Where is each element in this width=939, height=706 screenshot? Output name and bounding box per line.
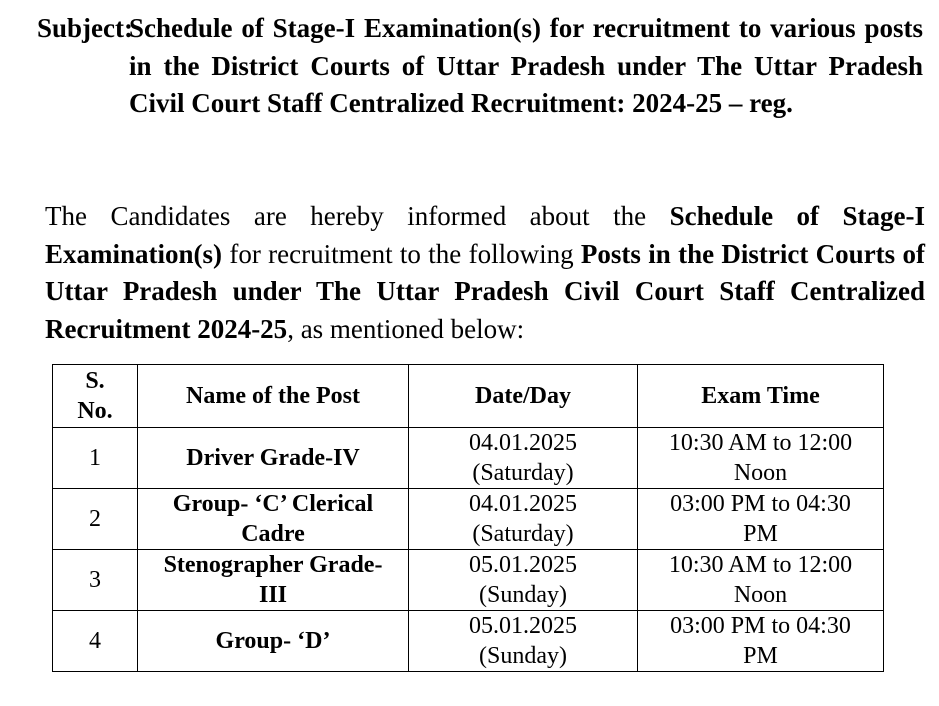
table-header-row <box>53 365 884 428</box>
post-line1: Group- ‘C’ Clerical <box>172 491 374 517</box>
para-text-2: for recruitment to the following <box>222 238 581 269</box>
subject-block <box>37 10 923 123</box>
cell-date <box>409 489 638 550</box>
date-text: 05.01.2025 <box>469 613 577 639</box>
para-bold-1: Schedule of Stage-I Examination(s) <box>45 201 925 269</box>
cell-sno: 1 <box>53 428 138 489</box>
date-text: 04.01.2025 <box>469 430 577 456</box>
post-line1: Driver Grade-IV <box>186 445 360 471</box>
cell-sno: 3 <box>53 550 138 611</box>
para-text-3: , as mentioned below: <box>287 313 525 344</box>
time-line2: PM <box>743 521 778 547</box>
date-text: 04.01.2025 <box>469 491 577 517</box>
time-line1: 03:00 PM to 04:30 <box>670 613 851 639</box>
cell-post <box>138 428 409 489</box>
subject-label: Subject: <box>37 13 133 43</box>
intro-paragraph <box>45 198 925 348</box>
time-line2: Noon <box>733 460 788 486</box>
cell-time <box>638 489 884 550</box>
time-line1: 10:30 AM to 12:00 <box>668 430 853 456</box>
day-text: (Sunday) <box>479 582 567 608</box>
day-text: (Saturday) <box>472 460 574 486</box>
post-line2: III <box>258 582 288 608</box>
cell-post <box>138 611 409 672</box>
date-text: 05.01.2025 <box>469 552 577 578</box>
time-line1: 10:30 AM to 12:00 <box>668 552 853 578</box>
cell-date <box>409 611 638 672</box>
header-sno-line2: No. <box>77 398 113 424</box>
header-sno <box>53 365 138 428</box>
time-line1: 03:00 PM to 04:30 <box>670 491 851 517</box>
cell-time <box>638 550 884 611</box>
cell-time <box>638 611 884 672</box>
cell-post <box>138 489 409 550</box>
cell-time <box>638 428 884 489</box>
cell-sno: 2 <box>53 489 138 550</box>
cell-sno: 4 <box>53 611 138 672</box>
day-text: (Saturday) <box>472 521 574 547</box>
table-row <box>53 550 884 611</box>
post-line2: Cadre <box>241 521 305 547</box>
post-line1: Stenographer Grade- <box>163 552 383 578</box>
time-line2: PM <box>743 643 778 669</box>
header-sno-line1: S. <box>85 368 105 394</box>
table-row <box>53 489 884 550</box>
post-line1: Group- ‘D’ <box>215 628 331 654</box>
time-line2: Noon <box>733 582 788 608</box>
cell-date <box>409 428 638 489</box>
table-row <box>53 428 884 489</box>
table-row <box>53 611 884 672</box>
cell-post <box>138 550 409 611</box>
header-time: Exam Time <box>638 365 884 428</box>
subject-text: Schedule of Stage-I Examination(s) for recruitment to various posts in the District Courts of Uttar Pradesh under The Uttar Pradesh Civil Court Staff Centralized Recruitment: 2024-25 – reg. <box>129 13 923 118</box>
header-date: Date/Day <box>409 365 638 428</box>
para-bold-2: Posts in the District Courts of Uttar Pradesh under The Uttar Pradesh Civil Court Staff Centralized Recruitment 2024-25 <box>45 238 925 344</box>
header-post: Name of the Post <box>138 365 409 428</box>
para-text-1: The Candidates are hereby informed about the <box>45 201 670 231</box>
day-text: (Sunday) <box>479 643 567 669</box>
schedule-table <box>52 364 884 672</box>
cell-date <box>409 550 638 611</box>
